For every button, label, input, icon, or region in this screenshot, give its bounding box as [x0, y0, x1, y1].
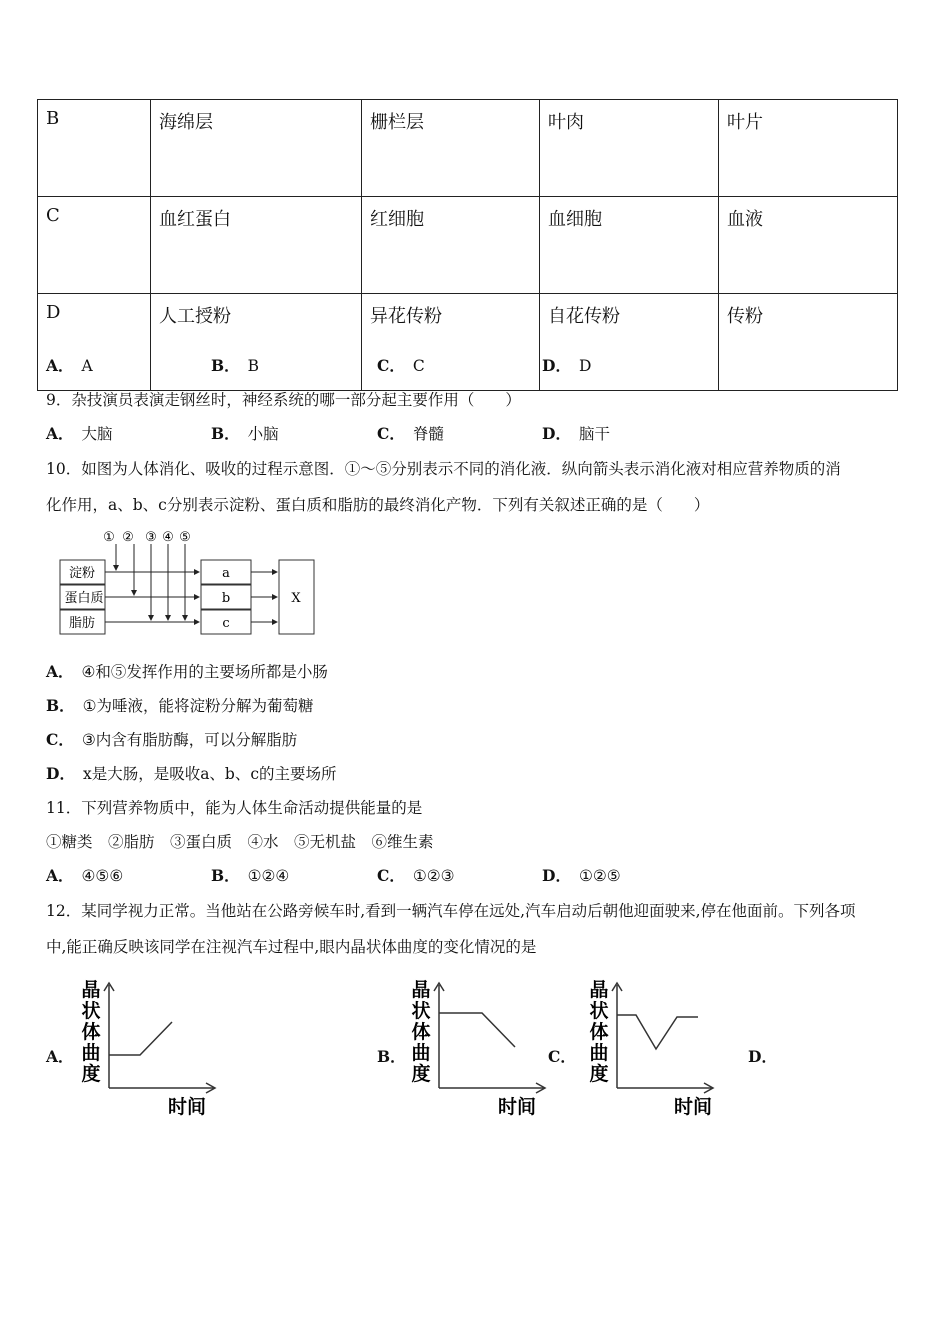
target-x: X — [291, 591, 301, 606]
product-c: c — [222, 616, 230, 631]
y-label-char: 体 — [81, 1021, 101, 1043]
q9-choice-a: A． 大脑 — [46, 424, 113, 443]
table-row — [38, 197, 898, 294]
table-cell: 红细胞 — [362, 197, 540, 294]
digestive-juice-labels — [103, 530, 191, 545]
y-label-char: 曲 — [81, 1042, 101, 1064]
x-label: 时间 — [673, 1096, 713, 1118]
y-label-char: 度 — [411, 1063, 431, 1085]
y-label-char: 晶 — [411, 979, 431, 1001]
graph-a — [72, 975, 222, 1120]
table-row — [38, 100, 898, 197]
curve — [617, 1015, 698, 1049]
y-label-char: 度 — [81, 1063, 101, 1085]
q10-choice-b: B． ①为唾液，能将淀粉分解为葡萄糖 — [46, 696, 314, 715]
y-label-char: 曲 — [411, 1042, 431, 1064]
q8-choice-c: C． C — [377, 356, 425, 375]
table-cell: 传粉 — [719, 294, 898, 391]
table-cell: 叶片 — [719, 100, 898, 197]
q8-choice-a: A． A — [46, 356, 93, 375]
curve — [109, 1022, 172, 1055]
digestion-diagram — [55, 525, 320, 640]
q10-choice-c: C． ③内含有脂肪酶，可以分解脂肪 — [46, 730, 298, 749]
q11-stem: 11．下列营养物质中，能为人体生命活动提供能量的是 — [46, 799, 423, 817]
table-cell: 异花传粉 — [362, 294, 540, 391]
q11-choice-b: B． ①②④ — [211, 866, 290, 885]
q8-choice-d: D． D — [542, 356, 592, 375]
q12-choice-a-label: A． — [46, 1047, 74, 1066]
q11-choice-d: D． ①②⑤ — [542, 866, 621, 885]
q11-choice-c: C． ①②③ — [377, 866, 455, 885]
q12-stem-line1: 12．某同学视力正常。当他站在公路旁候车时,看到一辆汽车停在远处,汽车启动后朝他迎面驶来,停在他面前。下列各项 — [46, 902, 856, 920]
table-cell: 栅栏层 — [362, 100, 540, 197]
product-b: b — [221, 591, 231, 606]
table-cell: B — [38, 100, 151, 197]
table-cell: 叶肉 — [540, 100, 719, 197]
q11-choice-a: A． ④⑤⑥ — [46, 866, 124, 885]
table-cell: 海绵层 — [151, 100, 362, 197]
q9-choice-d: D． 脑干 — [542, 424, 610, 443]
y-label-char: 晶 — [589, 979, 609, 1001]
y-label-char: 状 — [81, 1000, 101, 1022]
x-label: 时间 — [167, 1096, 207, 1118]
table-cell: C — [38, 197, 151, 294]
y-label-char: 体 — [411, 1021, 431, 1043]
juice-2: ② — [122, 530, 134, 545]
x-label: 时间 — [497, 1096, 537, 1118]
juice-5: ⑤ — [179, 530, 191, 545]
juice-3: ③ — [145, 530, 157, 545]
graph-c — [580, 975, 730, 1120]
q12-choice-b-label: B． — [377, 1047, 406, 1066]
y-label-char: 状 — [589, 1000, 609, 1022]
table-cell: 血液 — [719, 197, 898, 294]
table-cell: 血细胞 — [540, 197, 719, 294]
q10-choice-d: D． x是大肠，是吸收a、b、c的主要场所 — [46, 764, 337, 783]
table-cell: 自花传粉 — [540, 294, 719, 391]
graph-b — [402, 975, 552, 1120]
curve — [439, 1013, 515, 1047]
q10-choice-a: A． ④和⑤发挥作用的主要场所都是小肠 — [46, 662, 328, 681]
q10-stem-line1: 10．如图为人体消化、吸收的过程示意图．①～⑤分别表示不同的消化液．纵向箭头表示消化液对相应营养物质的消 — [46, 460, 841, 478]
product-a: a — [222, 566, 230, 581]
q12-choice-c-label: C． — [548, 1047, 576, 1066]
table-cell: 血红蛋白 — [151, 197, 362, 294]
y-label-char: 状 — [411, 1000, 431, 1022]
y-label-char: 曲 — [589, 1042, 609, 1064]
q12-choice-d-label: D． — [748, 1047, 777, 1066]
juice-4: ④ — [162, 530, 174, 545]
q9-stem: 9．杂技演员表演走钢丝时，神经系统的哪一部分起主要作用（ ） — [46, 391, 521, 409]
y-label-char: 体 — [589, 1021, 609, 1043]
q12-stem-line2: 中,能正确反映该同学在注视汽车过程中,眼内晶状体曲度的变化情况的是 — [46, 938, 537, 956]
nutrient-protein: 蛋白质 — [64, 591, 104, 606]
table-cell: D — [38, 294, 151, 391]
q9-choice-c: C． 脊髓 — [377, 424, 444, 443]
nutrient-starch: 淀粉 — [68, 566, 96, 581]
table-cell: 人工授粉 — [151, 294, 362, 391]
options-table — [37, 99, 898, 391]
nutrient-fat: 脂肪 — [68, 616, 96, 631]
y-label-char: 度 — [589, 1063, 609, 1085]
juice-1: ① — [103, 530, 115, 545]
y-label-char: 晶 — [81, 979, 101, 1001]
q8-choice-b: B． B — [211, 356, 259, 375]
q10-stem-line2: 化作用，a、b、c分别表示淀粉、蛋白质和脂肪的最终消化产物．下列有关叙述正确的是（ ） — [46, 496, 710, 514]
q9-choice-b: B． 小脑 — [211, 424, 279, 443]
table-row — [38, 294, 898, 391]
q11-items: ①糖类 ②脂肪 ③蛋白质 ④水 ⑤无机盐 ⑥维生素 — [46, 833, 434, 851]
